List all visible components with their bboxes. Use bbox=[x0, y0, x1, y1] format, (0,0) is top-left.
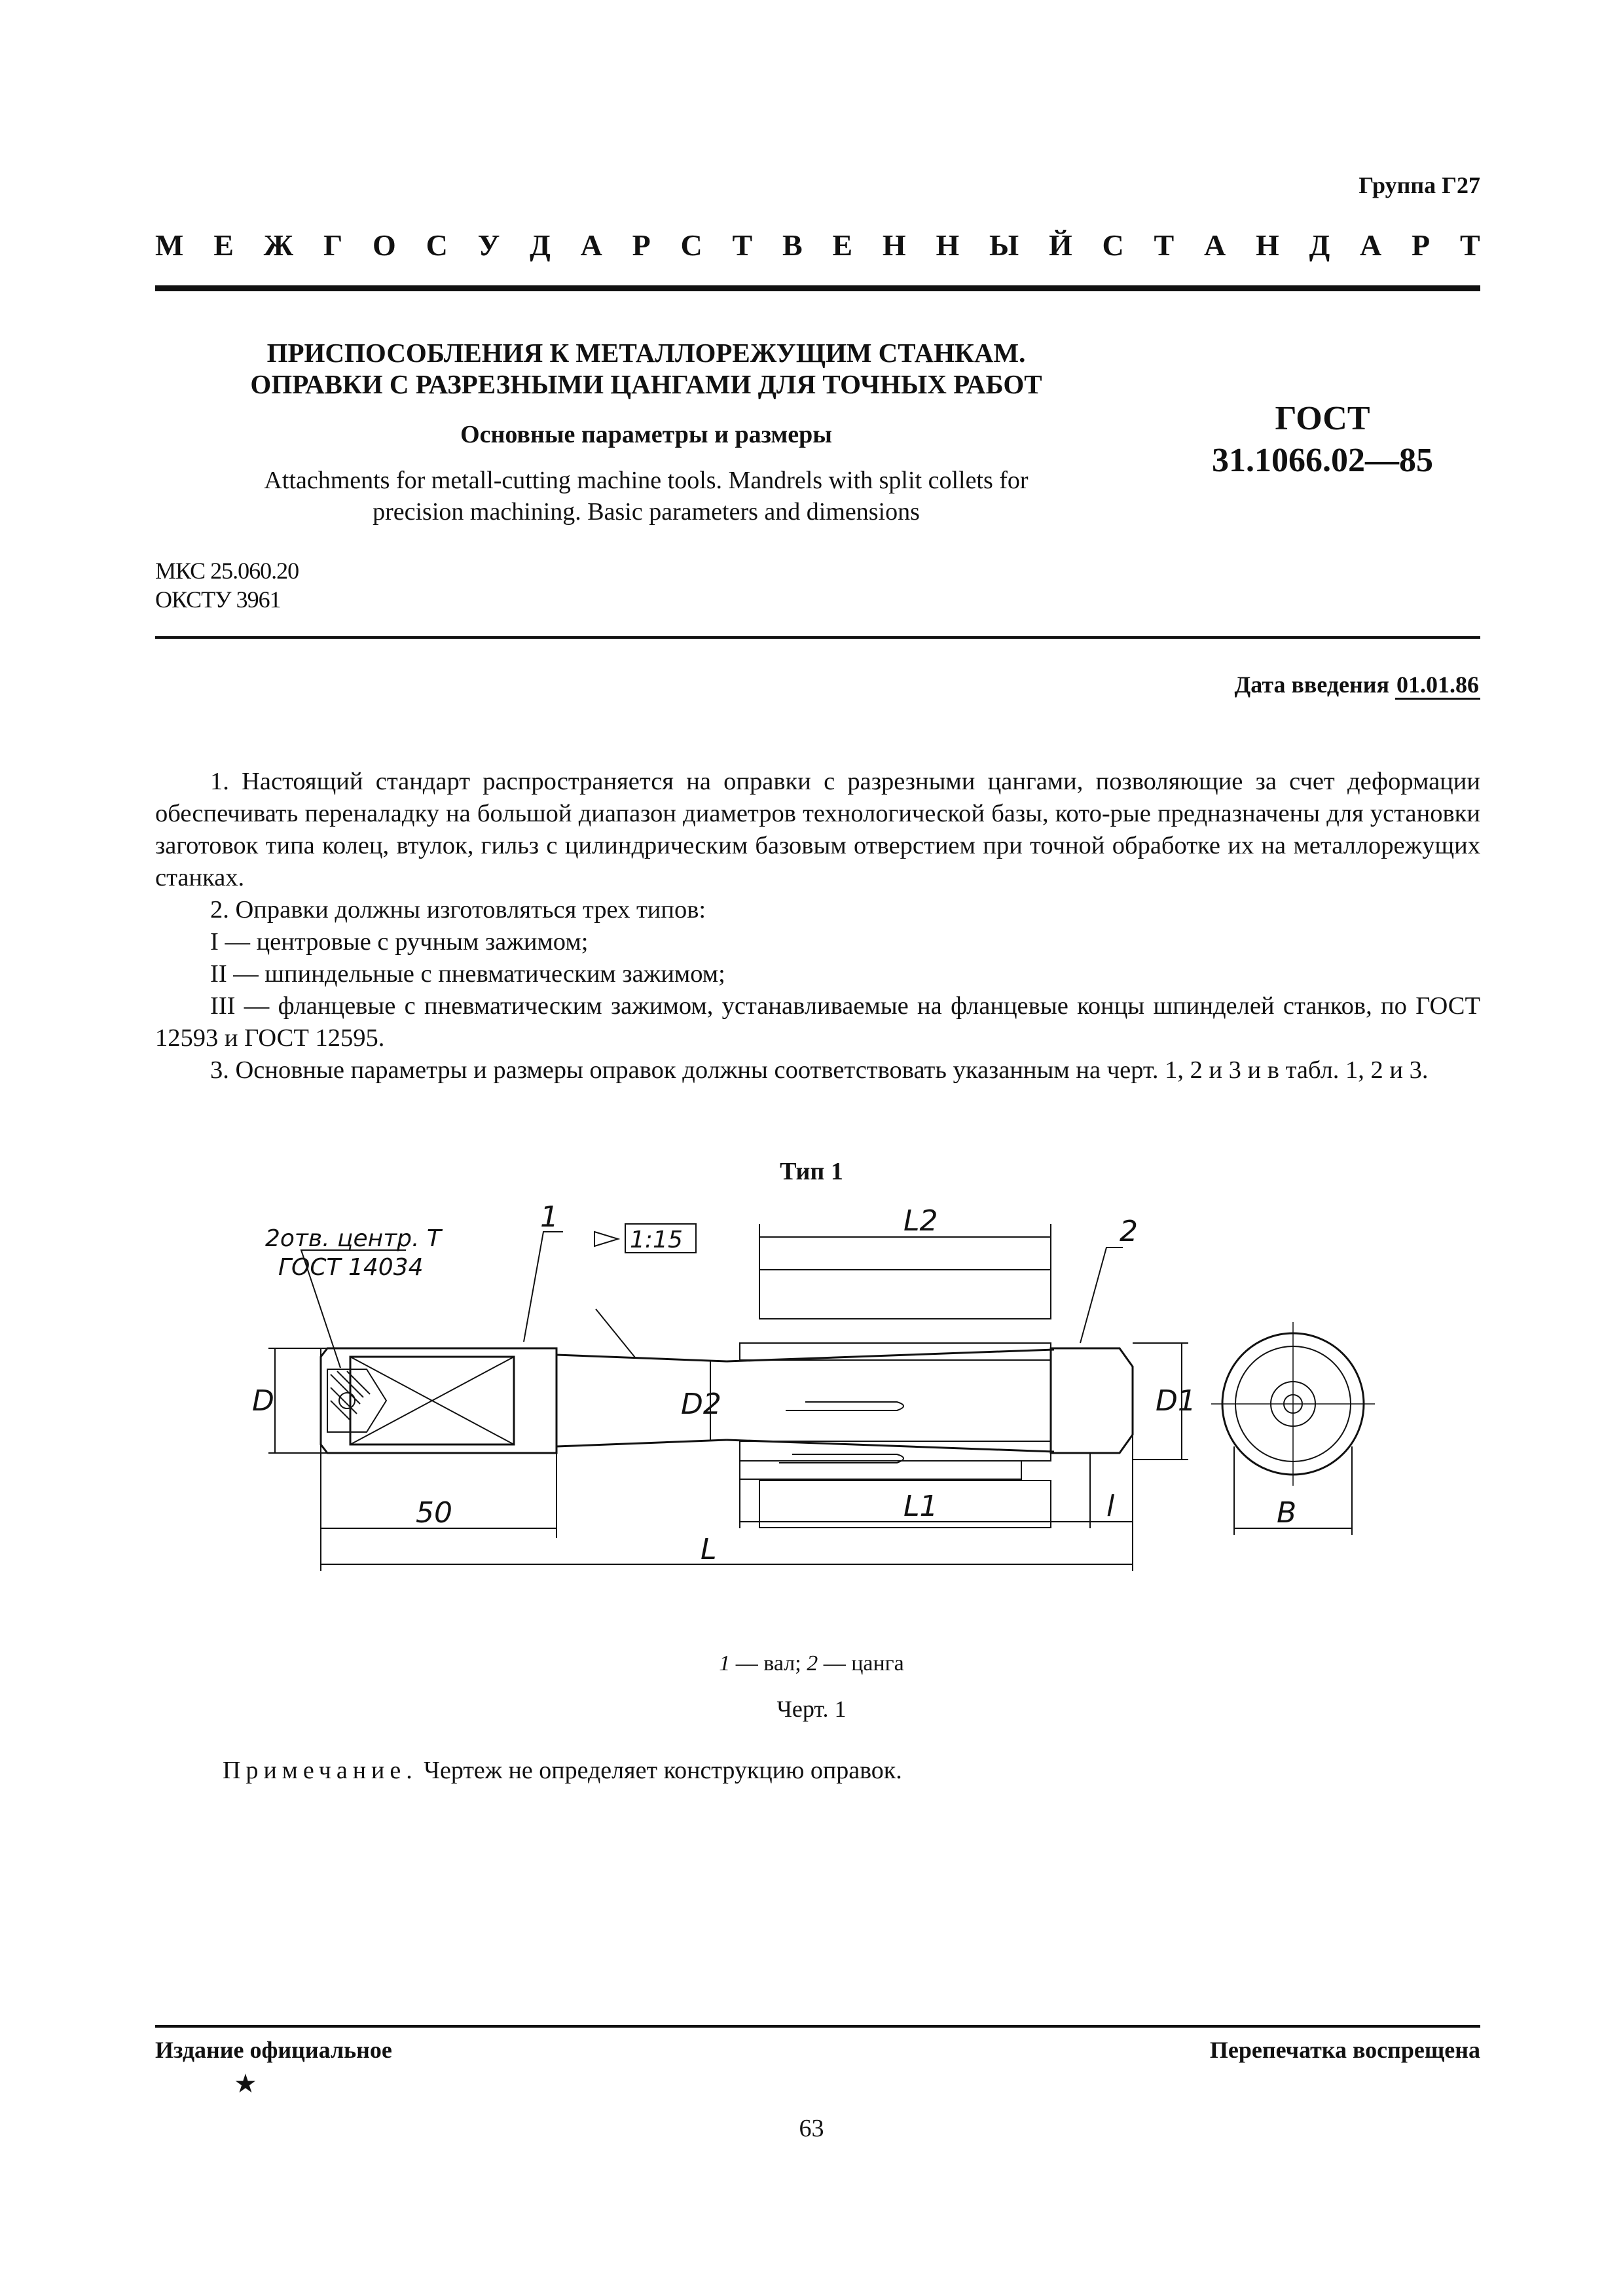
interstate-letter: Й bbox=[1048, 228, 1072, 262]
leader-1 bbox=[524, 1232, 563, 1342]
top-rule bbox=[155, 285, 1480, 291]
interstate-letter: Г bbox=[323, 228, 343, 262]
dim-L2-label: L2 bbox=[903, 1204, 938, 1238]
reprint-notice: Перепечатка воспрещена bbox=[1209, 2037, 1480, 2063]
interstate-letter: Т bbox=[1459, 228, 1480, 262]
body-text bbox=[155, 766, 1480, 1086]
center-hole-ball bbox=[339, 1393, 355, 1408]
interstate-letter: А bbox=[1360, 228, 1382, 262]
dim-L1-label: L1 bbox=[903, 1490, 938, 1523]
collet-slot-mark-upper bbox=[786, 1402, 903, 1410]
interstate-letter: С bbox=[426, 228, 448, 262]
legend-num-2: 2 bbox=[807, 1651, 818, 1676]
interstate-letter: Н bbox=[1256, 228, 1279, 262]
dim-D2-label: D2 bbox=[681, 1388, 721, 1421]
dim-D-label: D bbox=[252, 1384, 274, 1418]
collet-slot-mark-lower bbox=[779, 1454, 903, 1463]
star-icon: ★ bbox=[234, 2069, 257, 2098]
interstate-letter: Н bbox=[882, 228, 906, 262]
edition-label: Издание официальное bbox=[155, 2037, 392, 2063]
interstate-letter: М bbox=[155, 228, 184, 262]
legend-text-1: — вал; bbox=[730, 1651, 807, 1676]
taper-bottom bbox=[556, 1440, 727, 1446]
interstate-letter: У bbox=[477, 228, 500, 262]
paragraph-type-1: I — центровые с ручным зажимом; bbox=[210, 928, 589, 956]
taper-symbol bbox=[594, 1232, 618, 1246]
note-text: Чертеж не определяет конструкцию оправок. bbox=[417, 1757, 902, 1784]
effective-date-label: Дата введения bbox=[1234, 672, 1389, 698]
section-rule bbox=[155, 636, 1480, 639]
interstate-letter: С bbox=[680, 228, 702, 262]
title-line-2: ОПРАВКИ С РАЗРЕЗНЫМИ ЦАНГАМИ ДЛЯ ТОЧНЫХ РАБОТ bbox=[250, 369, 1042, 399]
interstate-letter: Ж bbox=[263, 228, 294, 262]
interstate-letter: Т bbox=[732, 228, 753, 262]
note-label: Примечание. bbox=[223, 1757, 418, 1784]
mks-code: МКС 25.060.20 bbox=[155, 558, 299, 584]
gost-number bbox=[1172, 398, 1473, 482]
gost-label: ГОСТ bbox=[1275, 400, 1370, 437]
collet-slot-bottom bbox=[740, 1441, 1051, 1461]
interstate-letter: Р bbox=[1412, 228, 1431, 262]
english-title-line-1: Attachments for metall-cutting machine tools. Mandrels with split collets for bbox=[264, 467, 1029, 494]
interstate-letter: Н bbox=[936, 228, 960, 262]
classification-codes bbox=[155, 556, 299, 614]
footer-rule bbox=[155, 2025, 1480, 2028]
page-number: 63 bbox=[799, 2115, 824, 2142]
interstate-letter: А bbox=[580, 228, 602, 262]
document-title bbox=[155, 337, 1137, 400]
effective-date bbox=[1235, 671, 1481, 698]
taper-top bbox=[556, 1355, 727, 1361]
interstate-letter: О bbox=[373, 228, 396, 262]
paragraph-type-3: III — фланцевые с пневматическим зажимом, устанавливаемые на фланцевые концы шпинделей станков, по ГОСТ 12593 и ГОСТ 12595. bbox=[155, 992, 1480, 1052]
interstate-standard-heading bbox=[155, 228, 1480, 262]
leader-taper bbox=[596, 1309, 635, 1357]
paragraph-type-2: II — шпиндельные с пневматическим зажимом; bbox=[210, 960, 725, 988]
callout-1: 1 bbox=[540, 1200, 558, 1234]
interstate-letter: Р bbox=[632, 228, 651, 262]
figure-legend bbox=[0, 1651, 1623, 1676]
interstate-letter: Е bbox=[213, 228, 234, 262]
legend-num-1: 1 bbox=[719, 1651, 731, 1676]
collet-slot-lower-2 bbox=[740, 1461, 1021, 1479]
shaft-end bbox=[1051, 1348, 1133, 1453]
callout-2: 2 bbox=[1120, 1215, 1138, 1248]
document-subtitle: Основные параметры и размеры bbox=[460, 421, 832, 448]
dim-L-label: L bbox=[701, 1533, 717, 1566]
interstate-letter: Д bbox=[530, 228, 551, 262]
taper-value: 1:15 bbox=[630, 1227, 683, 1253]
paragraph-1: 1. Настоящий стандарт распространяется на оправки с разрезными цангами, позволяющие за счет деформации обеспечивать переналадку на большой диапазон диаметров технологической базы, кото-рые предназначены для установки заготовок типа колец, втулок, гильз с цилиндрическим базовым отверстием при точной обработке их на металлорежущих станках. bbox=[155, 768, 1480, 891]
paragraph-3: 3. Основные параметры и размеры оправок должны соответствовать указанным на черт. 1, 2 и 3 и в табл. 1, 2 и 3. bbox=[210, 1056, 1429, 1084]
dim-l-label: l bbox=[1106, 1490, 1115, 1523]
interstate-letter: Д bbox=[1309, 228, 1330, 262]
effective-date-value: 01.01.86 bbox=[1395, 672, 1480, 700]
english-title-line-2: precision machining. Basic parameters and dimensions bbox=[373, 498, 920, 526]
dim-50-label: 50 bbox=[416, 1496, 452, 1530]
collet-outer bbox=[759, 1270, 1051, 1319]
mandrel-drawing bbox=[216, 1198, 1460, 1623]
paragraph-2: 2. Оправки должны изготовляться трех типов: bbox=[210, 896, 706, 924]
figure-type-label: Тип 1 bbox=[780, 1158, 843, 1185]
hole-label-line-1: 2отв. центр. Т bbox=[265, 1225, 441, 1252]
interstate-letter: А bbox=[1204, 228, 1226, 262]
title-line-1: ПРИСПОСОБЛЕНИЯ К МЕТАЛЛОРЕЖУЩИМ СТАНКАМ. bbox=[266, 338, 1026, 368]
dim-D1-label: D1 bbox=[1156, 1384, 1196, 1418]
interstate-letter: Т bbox=[1154, 228, 1175, 262]
figure-caption: Черт. 1 bbox=[776, 1696, 847, 1722]
interstate-letter: В bbox=[782, 228, 803, 262]
interstate-letter: С bbox=[1102, 228, 1124, 262]
group-code: Группа Г27 bbox=[1359, 172, 1480, 198]
note bbox=[223, 1756, 902, 1785]
gost-code: 31.1066.02—85 bbox=[1212, 442, 1433, 479]
hole-label-line-2: ГОСТ 14034 bbox=[278, 1254, 424, 1281]
interstate-letter: Е bbox=[832, 228, 853, 262]
dim-B-label: B bbox=[1277, 1496, 1297, 1530]
english-title bbox=[155, 465, 1137, 528]
leader-2 bbox=[1080, 1247, 1123, 1343]
legend-text-2: — цанга bbox=[818, 1651, 904, 1676]
okstu-code: ОКСТУ 3961 bbox=[155, 586, 281, 613]
interstate-letter: Ы bbox=[989, 228, 1019, 262]
